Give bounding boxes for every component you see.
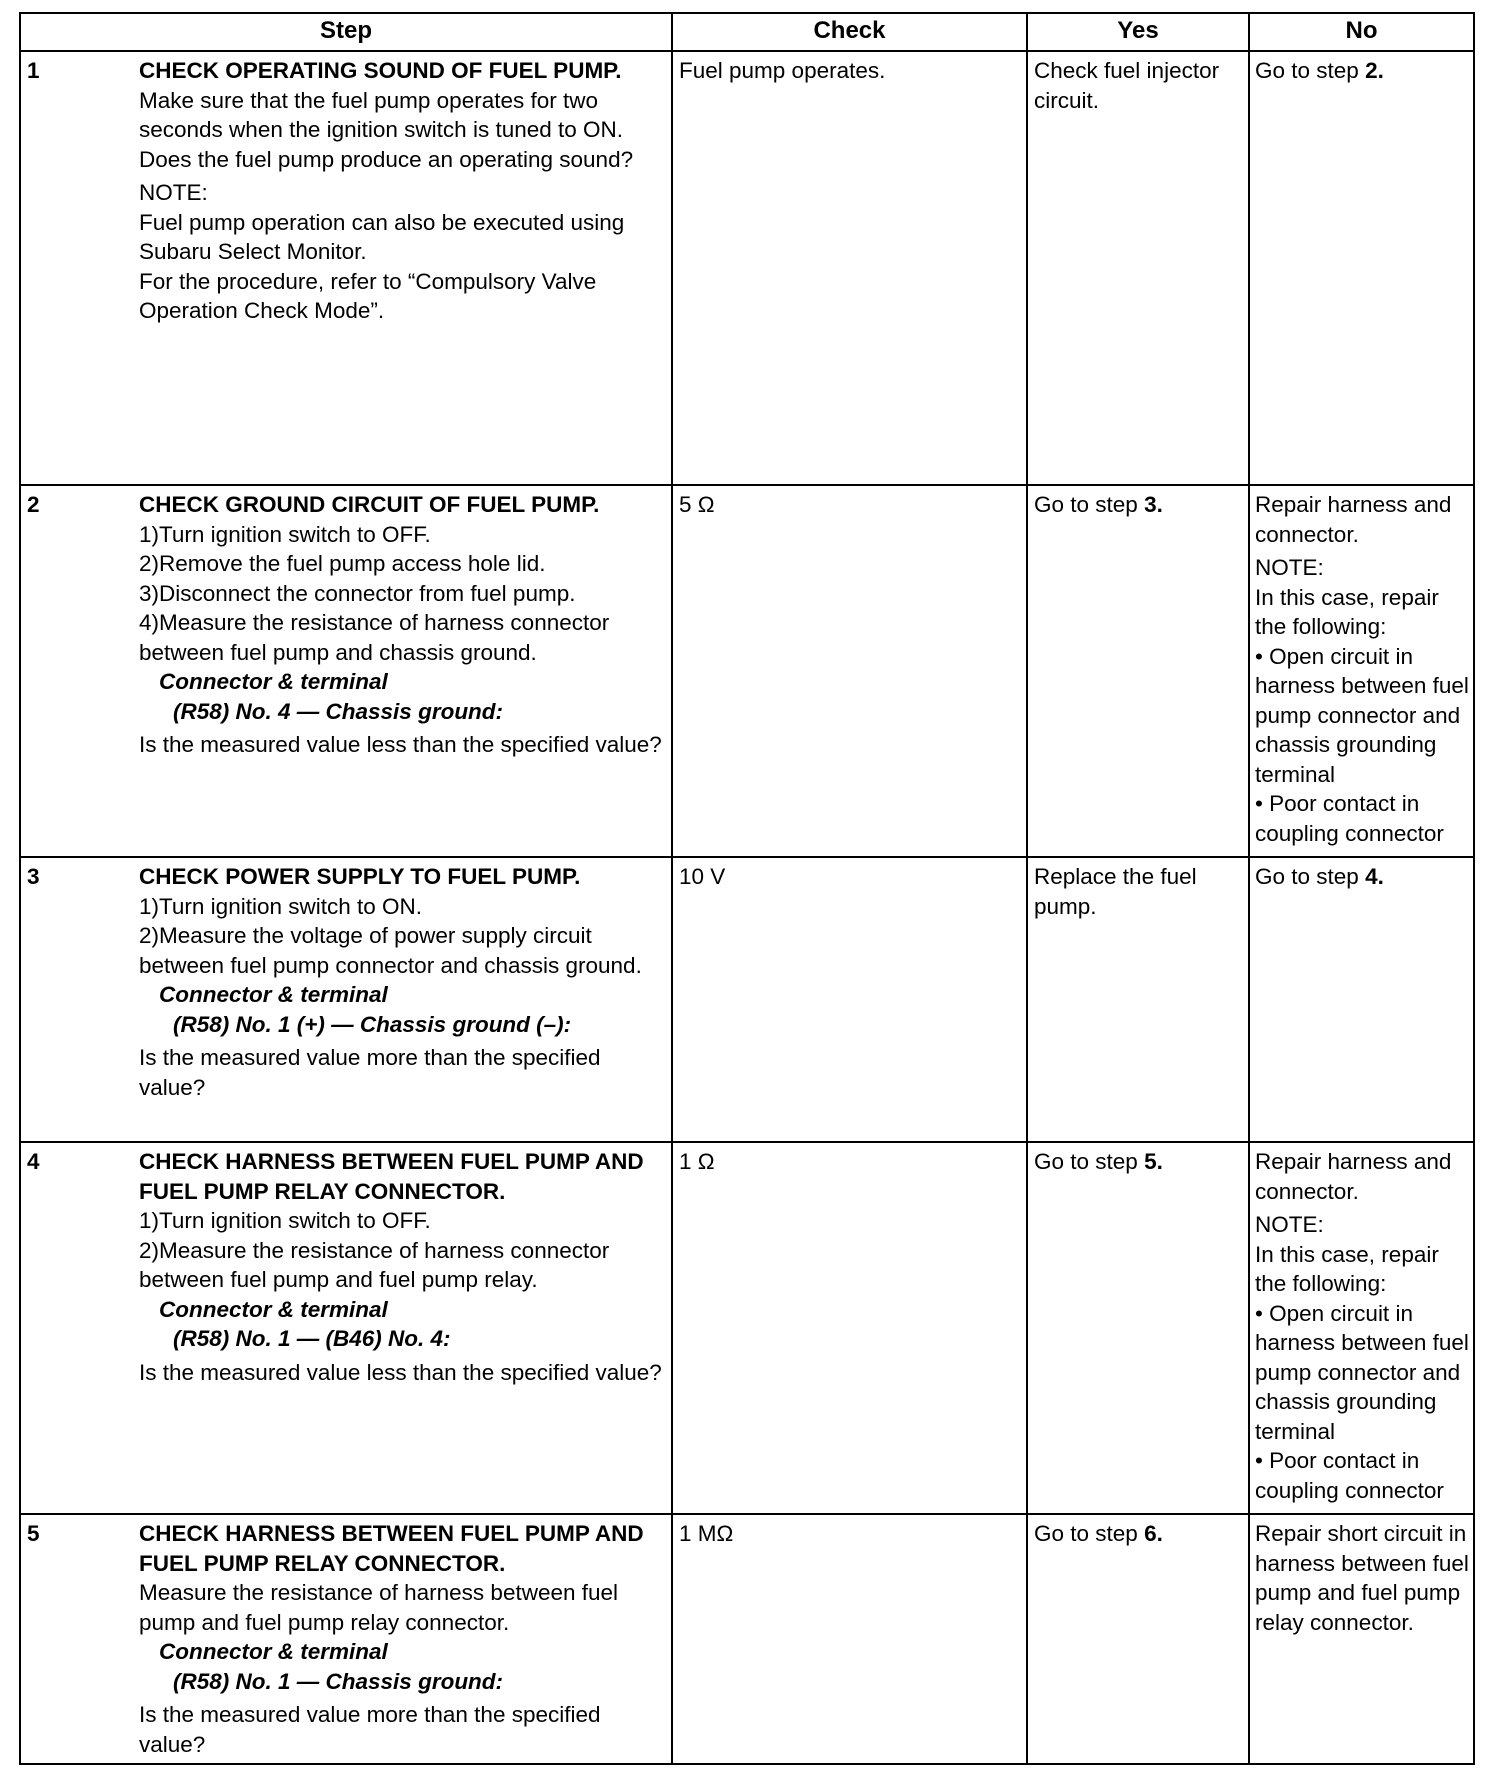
table-row-step-4 (20, 1142, 1474, 1514)
step-number: 2 (27, 492, 40, 517)
step-cell (20, 1514, 672, 1764)
header-yes: Yes (1027, 13, 1249, 51)
step-instruction: 1)Turn ignition switch to ON. (139, 893, 423, 919)
step-question: Is the measured value more than the specified value? (139, 1045, 601, 1100)
connector-terminal-value: (R58) No. 1 — (B46) No. 4: (173, 1326, 451, 1351)
check-cell: 5 Ω (672, 485, 1027, 857)
note-label: NOTE: (139, 180, 208, 205)
no-step-ref: 2. (1365, 58, 1384, 83)
note-text: In this case, repair the following: (1255, 1241, 1439, 1296)
step-question: Is the measured value more than the specified value? (139, 1702, 601, 1757)
step-instruction: 1)Turn ignition switch to OFF. (139, 521, 431, 547)
note-text: In this case, repair the following: (1255, 584, 1439, 639)
table-row-step-1 (20, 51, 1474, 485)
diagnostic-procedure-sheet (19, 12, 1473, 1765)
step-instruction: Make sure that the fuel pump operates for two seconds when the ignition switch is tuned to ON. (139, 87, 624, 142)
no-cell (1249, 1142, 1474, 1514)
step-cell (20, 485, 672, 857)
check-cell: Fuel pump operates. (672, 51, 1027, 485)
yes-cell: Check fuel injector circuit. (1027, 51, 1249, 485)
yes-step-ref: 6. (1144, 1521, 1163, 1546)
no-cell (1249, 485, 1474, 857)
no-text: Repair harness and connector. (1255, 492, 1452, 547)
note-text: Fuel pump operation can also be executed using Subaru Select Monitor. (139, 209, 625, 264)
connector-terminal-label: Connector & terminal (159, 982, 388, 1007)
step-question: Is the measured value less than the specified value? (139, 1359, 662, 1385)
step-instruction: 4)Measure the resistance of harness connector between fuel pump and chassis ground. (139, 610, 610, 665)
header-step: Step (20, 13, 672, 51)
connector-terminal-label: Connector & terminal (159, 1639, 388, 1664)
header-check: Check (672, 13, 1027, 51)
yes-text: Go to step (1034, 1149, 1145, 1174)
note-bullet: • Poor contact in coupling connector (1255, 1446, 1471, 1505)
header-no: No (1249, 13, 1474, 51)
yes-step-ref: 3. (1144, 492, 1163, 517)
check-cell: 10 V (672, 857, 1027, 1142)
connector-terminal-label: Connector & terminal (159, 669, 388, 694)
step-number: 4 (27, 1149, 40, 1174)
check-cell: 1 Ω (672, 1142, 1027, 1514)
step-number: 1 (27, 58, 40, 83)
step-instruction: 3)Disconnect the connector from fuel pump. (139, 580, 576, 606)
yes-cell (1027, 485, 1249, 857)
yes-cell: Replace the fuel pump. (1027, 857, 1249, 1142)
connector-terminal-value: (R58) No. 4 — Chassis ground: (173, 698, 504, 724)
step-title: CHECK GROUND CIRCUIT OF FUEL PUMP. (139, 492, 600, 517)
step-number: 5 (27, 1521, 40, 1546)
yes-cell (1027, 1142, 1249, 1514)
step-number: 3 (27, 864, 40, 889)
no-text: Go to step (1255, 58, 1366, 83)
no-text: Repair harness and connector. (1255, 1149, 1452, 1204)
connector-terminal-value: (R58) No. 1 (+) — Chassis ground (–): (173, 1011, 572, 1037)
connector-terminal-value: (R58) No. 1 — Chassis ground: (173, 1668, 504, 1694)
yes-text: Go to step (1034, 492, 1145, 517)
table-header-row (20, 13, 1474, 51)
step-instruction: 2)Measure the voltage of power supply circuit between fuel pump connector and chassis ground. (139, 923, 642, 978)
step-title: CHECK POWER SUPPLY TO FUEL PUMP. (139, 864, 581, 889)
step-title: CHECK HARNESS BETWEEN FUEL PUMP AND FUEL PUMP RELAY CONNECTOR. (139, 1521, 644, 1576)
table-row-step-3 (20, 857, 1474, 1142)
yes-text: Go to step (1034, 1521, 1145, 1546)
note-text: For the procedure, refer to “Compulsory Valve Operation Check Mode”. (139, 268, 597, 323)
step-cell (20, 51, 672, 485)
no-cell (1249, 51, 1474, 485)
note-bullet: • Poor contact in coupling connector (1255, 789, 1471, 848)
check-cell: 1 MΩ (672, 1514, 1027, 1764)
note-bullet: • Open circuit in harness between fuel pump connector and chassis grounding terminal (1255, 642, 1471, 790)
step-instruction: 2)Remove the fuel pump access hole lid. (139, 551, 546, 576)
step-question: Is the measured value less than the specified value? (139, 732, 662, 757)
no-cell: Repair short circuit in harness between fuel pump and fuel pump relay connector. (1249, 1514, 1474, 1764)
no-text: Go to step (1255, 864, 1366, 889)
table-row-step-5 (20, 1514, 1474, 1764)
step-question: Does the fuel pump produce an operating sound? (139, 146, 634, 172)
step-instruction: Measure the resistance of harness between fuel pump and fuel pump relay connector. (139, 1580, 619, 1635)
step-instruction: 1)Turn ignition switch to OFF. (139, 1208, 431, 1233)
no-step-ref: 4. (1365, 864, 1384, 889)
step-instruction: 2)Measure the resistance of harness connector between fuel pump and fuel pump relay. (139, 1237, 610, 1292)
step-cell (20, 1142, 672, 1514)
table-row-step-2 (20, 485, 1474, 857)
step-title: CHECK OPERATING SOUND OF FUEL PUMP. (139, 58, 622, 83)
note-label: NOTE: (1255, 555, 1324, 580)
diagnostic-table (19, 12, 1475, 1765)
step-title: CHECK HARNESS BETWEEN FUEL PUMP AND FUEL PUMP RELAY CONNECTOR. (139, 1149, 644, 1204)
no-cell (1249, 857, 1474, 1142)
yes-step-ref: 5. (1144, 1149, 1163, 1174)
connector-terminal-label: Connector & terminal (159, 1296, 388, 1322)
step-cell (20, 857, 672, 1142)
yes-cell (1027, 1514, 1249, 1764)
note-bullet: • Open circuit in harness between fuel pump connector and chassis grounding terminal (1255, 1299, 1471, 1447)
note-label: NOTE: (1255, 1212, 1324, 1237)
